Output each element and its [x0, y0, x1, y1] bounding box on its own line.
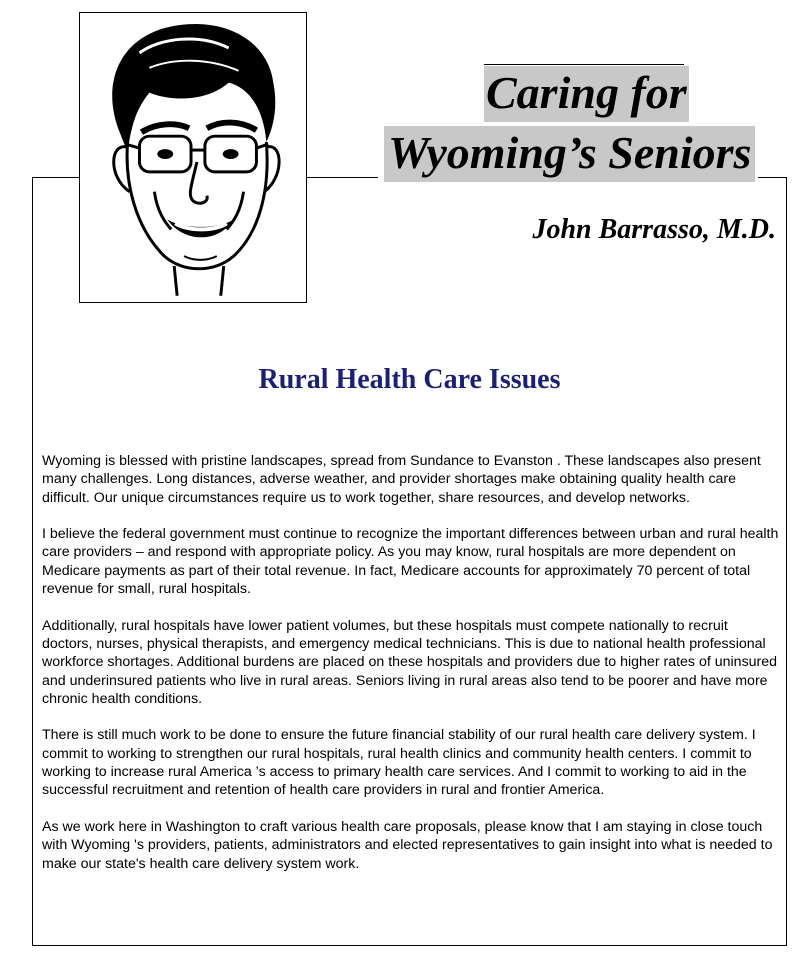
- paragraph: As we work here in Washington to craft various health care proposals, please know that I am staying in close touch with Wyoming 's providers, patients, administrators and elected representatives to gain insight into what is needed to make our state's health care delivery system work.: [42, 818, 773, 872]
- article-title: Rural Health Care Issues: [258, 364, 561, 395]
- paragraph: I believe the federal government must continue to recognize the important differences between urban and rural health care providers – and respond with appropriate policy. As you may know, rural hospitals are more dependent on Medicare payments as part of their total revenue. In fact, Medicare accounts for approximately 70 percent of total revenue for small, rural hospitals.: [42, 526, 779, 598]
- paragraph: Wyoming is blessed with pristine landscapes, spread from Sundance to Evanston . These landscapes also present many challenges. Long distances, adverse weather, and provider shortages make obtaining quality health care difficult. Our unique circumstances require us to work together, share resources, and develop networks.: [42, 453, 761, 506]
- portrait-sketch-icon: [80, 13, 306, 302]
- paragraph: There is still much work to be done to ensure the future financial stability of our rural health care delivery system. I commit to working to strengthen our rural hospitals, rural health clinics and community health centers. I commit to working to increase rural America ’s access to primary health care services. And I commit to working to aid in the successful recruitment and retention of health care providers in rural and frontier America.: [42, 727, 756, 799]
- article-body: [42, 452, 782, 891]
- paragraph: Additionally, rural hospitals have lower patient volumes, but these hospitals must compete nationally to recruit doctors, nurses, physical therapists, and emergency medical technicians. This is due to national health professional workforce shortages. Additional burdens are placed on these hospitals and providers due to higher rates of uninsured and underinsured patients who live in rural areas. Seniors living in rural areas also tend to be poorer and have more chronic health conditions.: [42, 617, 778, 707]
- author-byline: John Barrasso, M.D.: [532, 214, 776, 245]
- author-portrait: [79, 12, 307, 303]
- page-title-line-1: Caring for: [484, 66, 689, 122]
- title-top-rule: [484, 64, 684, 65]
- page-title-line-2: Wyoming’s Seniors: [384, 126, 755, 182]
